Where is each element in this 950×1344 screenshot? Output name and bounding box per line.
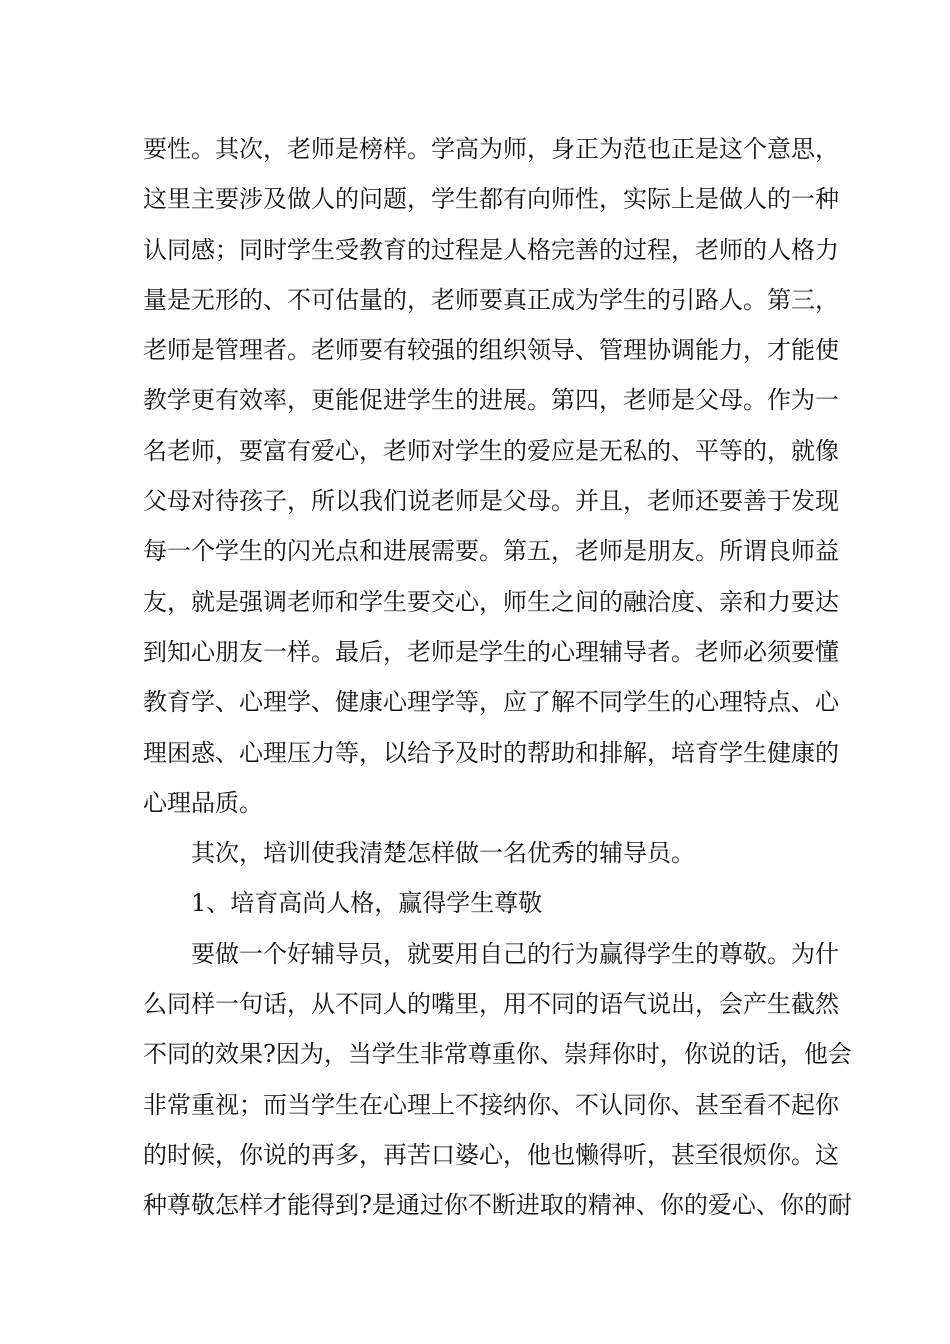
text-line: 非常重视；而当学生在心理上不接纳你、不认同你、甚至看不起你	[143, 1090, 839, 1119]
text-line: 教育学、心理学、健康心理学等，应了解不同学生的心理特点、心	[143, 688, 839, 717]
text-line: 理困惑、心理压力等，以给予及时的帮助和排解，培育学生健康的	[143, 738, 839, 767]
text-line: 友，就是强调老师和学生要交心，师生之间的融洽度、亲和力要达	[143, 587, 839, 616]
heading-line: 1、培育高尚人格，赢得学生尊敬	[191, 889, 543, 918]
text-line: 父母对待孩子，所以我们说老师是父母。并且，老师还要善于发现	[143, 487, 839, 516]
text-line: 到知心朋友一样。最后，老师是学生的心理辅导者。老师必须要懂	[143, 637, 839, 666]
text-line: 每一个学生的闪光点和进展需要。第五，老师是朋友。所谓良师益	[143, 537, 839, 566]
text-line: 的时候，你说的再多，再苦口婆心，他也懒得听，甚至很烦你。这	[143, 1140, 839, 1169]
text-line: 这里主要涉及做人的问题，学生都有向师性，实际上是做人的一种	[143, 185, 839, 214]
body-text	[143, 124, 852, 1231]
text-line: 量是无形的、不可估量的，老师要真正成为学生的引路人。第三，	[143, 285, 839, 314]
text-line: 名老师，要富有爱心，老师对学生的爱应是无私的、平等的，就像	[143, 436, 839, 465]
text-line: 要性。其次，老师是榜样。学高为师，身正为范也正是这个意思，	[143, 135, 839, 163]
text-line: 要做一个好辅导员，就要用自己的行为赢得学生的尊敬。为什	[191, 939, 839, 968]
text-line: 种尊敬怎样才能得到?是通过你不断进取的精神、你的爱心、你的耐	[143, 1191, 852, 1220]
paragraph-line: 其次，培训使我清楚怎样做一名优秀的辅导员。	[191, 839, 695, 868]
text-line: 教学更有效率，更能促进学生的进展。第四，老师是父母。作为一	[143, 386, 839, 415]
text-line: 么同样一句话，从不同人的嘴里，用不同的语气说出，会产生截然	[143, 990, 839, 1019]
text-line: 不同的效果?因为，当学生非常尊重你、崇拜你时，你说的话，他会	[143, 1040, 852, 1069]
text-line: 老师是管理者。老师要有较强的组织领导、管理协调能力，才能使	[143, 336, 839, 365]
text-line: 心理品质。	[143, 788, 263, 817]
text-line: 认同感；同时学生受教育的过程是人格完善的过程，老师的人格力	[143, 235, 839, 264]
